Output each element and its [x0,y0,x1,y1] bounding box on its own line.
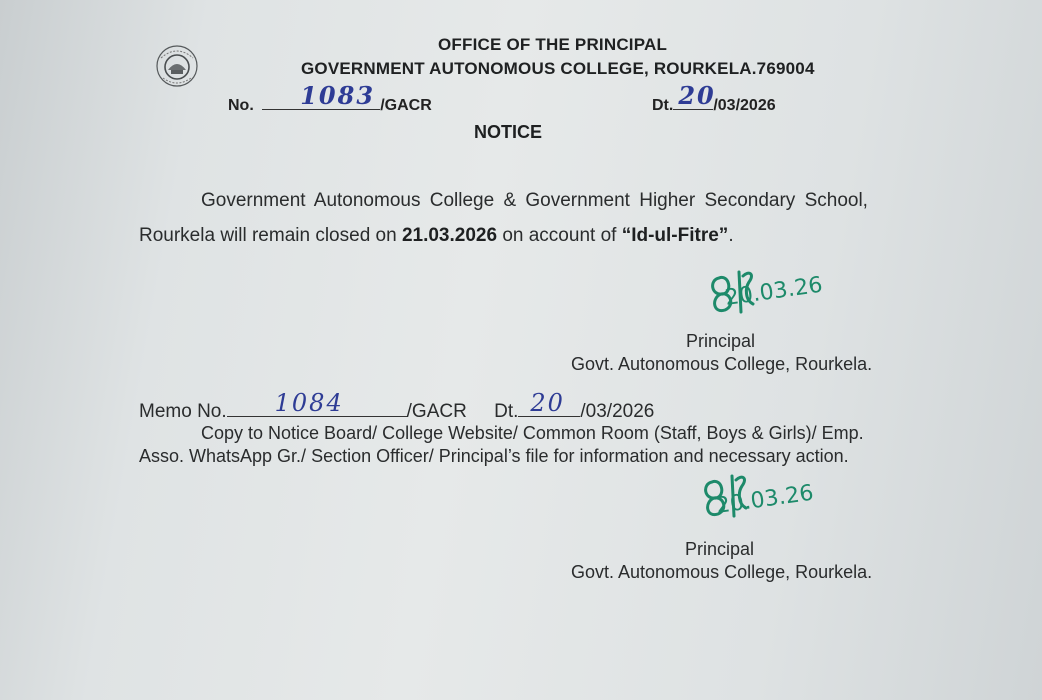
memo-date-suffix: /03/2026 [580,401,655,422]
notice-line-2-end: . [728,225,734,246]
memo-date-handwritten: 20 [530,389,565,417]
notice-line-1: Government Autonomous College & Government Higher Secondary School, [201,190,868,211]
signature-2-org: Govt. Autonomous College, Rourkela. [571,562,873,582]
reference-date-suffix: /03/2026 [713,97,776,114]
memo-date-label: Dt. [494,401,519,422]
reference-date [652,81,776,115]
closure-date: 21.03.2026 [401,225,498,246]
signature-2-title: Principal [685,539,755,559]
signature-1-org: Govt. Autonomous College, Rourkela. [571,354,873,374]
reference-no-handwritten: 1083 [300,81,376,110]
notice-title: NOTICE [474,122,543,142]
college-emblem-icon [155,44,199,88]
memo-reference [139,389,655,423]
reference-no-label: No. [228,97,254,114]
signature-2-date: 20.03.26 [714,480,816,519]
college-name: GOVERNMENT AUTONOMOUS COLLEGE, ROURKELA.769004 [301,59,815,78]
reference-date-blank [673,81,716,110]
memo-no-suffix: /GACR [406,401,467,422]
notice-line-2-start: Rourkela will remain closed on [139,225,402,246]
notice-line-2-mid: on account of [497,225,622,246]
reference-no-blank [262,81,380,110]
signature-1-title: Principal [686,331,756,351]
memo-no-blank [227,389,407,417]
reference-date-label: Dt. [652,97,674,114]
office-title: OFFICE OF THE PRINCIPAL [438,35,668,54]
memo-copy-line-1: Copy to Notice Board/ College Website/ Common Room (Staff, Boys & Girls)/ Emp. [201,423,864,443]
occasion-name: “Id-ul-Fitre” [621,225,729,246]
notice-line-2 [139,225,734,247]
memo-no-handwritten: 1084 [274,389,344,417]
reference-date-handwritten: 20 [678,81,716,110]
signature-1-date: 20.03.26 [723,272,825,311]
reference-number [228,81,432,115]
memo-copy-line-2: Asso. WhatsApp Gr./ Section Officer/ Principal’s file for information and necessary action. [139,446,849,466]
reference-no-suffix: /GACR [380,97,432,114]
memo-label: Memo No. [139,401,227,422]
memo-date-blank [518,389,580,417]
